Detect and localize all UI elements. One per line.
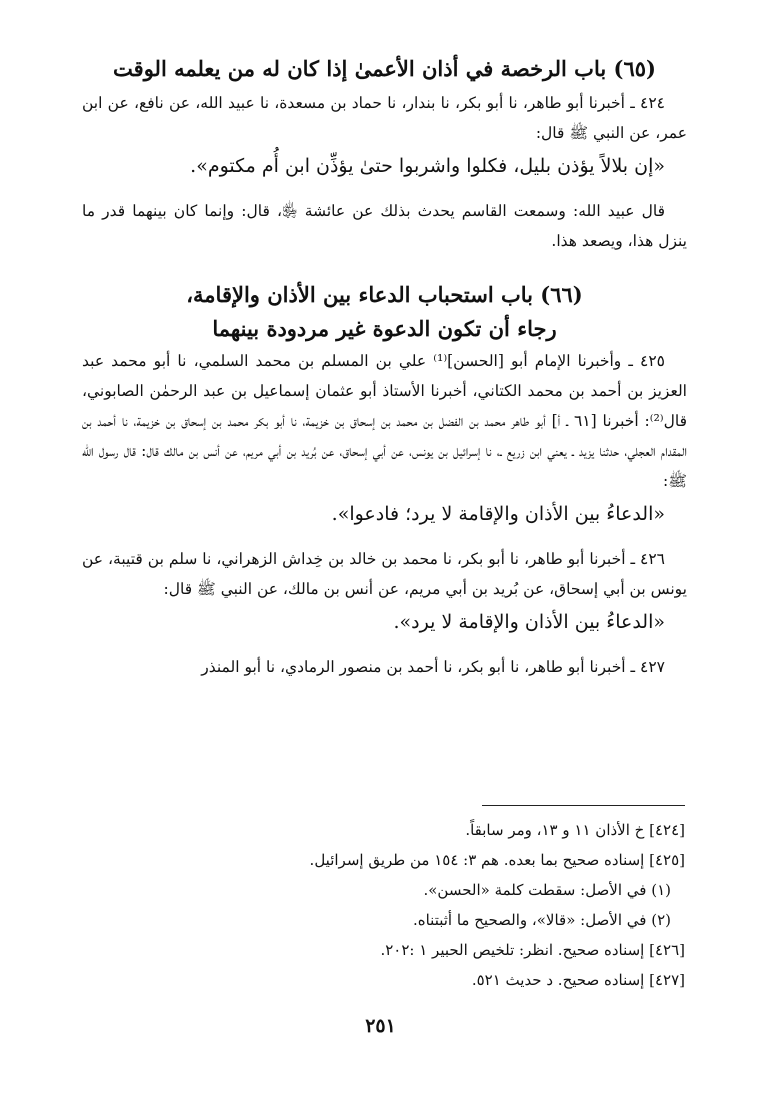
hadith-426-matn: «الدعاءُ بين الأذان والإقامة لا يرد». [393,611,665,633]
hadith-425-isnad: ٤٢٥ ـ وأخبرنا الإمام أبو [الحسن]⁽¹⁾ علي بن المسلم بن محمد السلمي، نا أبو محمد عبد العزيز بن أحمد بن محمد الكتاني، أخبرنا الأستاذ أبو عثمان إسماعيل بن عبد الرحمٰن الصابوني، قال⁽²⁾: أخبرنا [٦١ ـ أ] أبو طاهر محمد بن الفضل بن محمد بن إسحاق بن خزيمة، نا أبو بكر محمد بن إسحاق بن خزيمة، نا أحمد بن المقدام العجلي، حدثنا يزيد ـ يعني ابن زريع ـ، نا إسرائيل بن يونس، عن أبي إسحاق، عن بُريد بن أبي مريم، عن أنس بن مالك قال: قال رسول الله ﷺ: [82,352,687,490]
footnote-424: [٤٢٤] خ الأذان ١١ و ١٣، ومر سابقاً. [465,821,685,839]
page-body [82,52,687,682]
footnote-425: [٤٢٥] إسناده صحيح بما بعده. هم ٣: ١٥٤ من طريق إسرائيل. [309,851,685,869]
chapter-66-title-line1: (٦٦) باب استحباب الدعاء بين الأذان والإقامة، [186,282,583,307]
hadith-424-comment: قال عبيد الله: وسمعت القاسم يحدث بذلك عن عائشة ﵂، قال: وإنما كان بينهما قدر ما ينزل هذا، ويصعد هذا. [82,202,687,250]
footnote-427: [٤٢٧] إسناده صحيح. د حديث ٥٢١. [471,971,685,989]
hadith-424-matn: «إن بلالاً يؤذن بليل، فكلوا واشربوا حتىٰ يؤذِّن ابن أُم مكتوم». [190,155,665,177]
footnote-426: [٤٢٦] إسناده صحيح. انظر: تلخيص الحبير ١ :٢٠٢. [380,941,685,959]
hadith-427-isnad: ٤٢٧ ـ أخبرنا أبو طاهر، نا أبو بكر، نا أحمد بن منصور الرمادي، نا أبو المنذر [201,658,665,676]
chapter-66-title-line2: رجاء أن تكون الدعوة غير مردودة بينهما [212,316,557,341]
hadith-426-isnad: ٤٢٦ ـ أخبرنا أبو طاهر، نا أبو بكر، نا محمد بن خالد بن خِداش الزهراني، نا سلم بن قتيبة، عن يونس بن أبي إسحاق، عن بُريد بن أبي مريم، عن أنس بن مالك، عن النبي ﷺ قال: [82,550,687,598]
footnotes [185,815,685,995]
chapter-65-title: (٦٥) باب الرخصة في أذان الأعمىٰ إذا كان له من يعلمه الوقت [113,56,656,81]
page-number: ٢٥١ [365,1015,396,1037]
footnote-note-2: (٢) في الأصل: «قالا»، والصحيح ما أثبتناه. [412,911,671,929]
hadith-424-isnad: ٤٢٤ ـ أخبرنا أبو طاهر، نا أبو بكر، نا بندار، نا حماد بن مسعدة، نا عبيد الله، عن نافع، عن ابن عمر، عن النبي ﷺ قال: [82,94,687,142]
footnote-divider [482,805,685,806]
footnote-note-1: (١) في الأصل: سقطت كلمة «الحسن». [423,881,671,899]
hadith-425-matn: «الدعاءُ بين الأذان والإقامة لا يرد؛ فادعوا». [331,503,665,525]
